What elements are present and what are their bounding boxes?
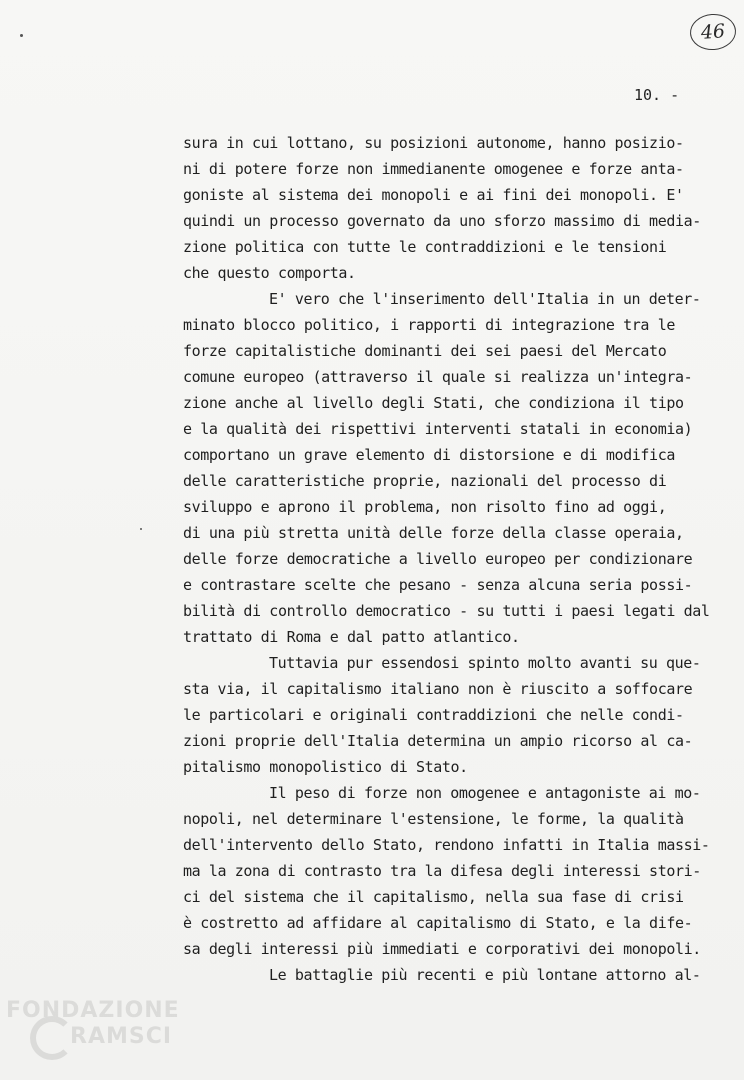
- text-line: delle caratteristiche proprie, nazionali del processo di: [183, 472, 667, 490]
- text-line: che questo comporta.: [183, 264, 356, 282]
- page-number: 10. -: [634, 86, 680, 104]
- text-line: minato blocco politico, i rapporti di integrazione tra le: [183, 316, 675, 334]
- paper-speck: [140, 528, 142, 530]
- text-line: goniste al sistema dei monopoli e ai fini dei monopoli. E': [183, 186, 684, 204]
- text-line: e contrastare scelte che pesano - senza alcuna seria possi-: [183, 576, 693, 594]
- text-line: quindi un processo governato da uno sforzo massimo di media-: [183, 212, 701, 230]
- paper-speck: [20, 34, 23, 37]
- text-line: sura in cui lottano, su posizioni autonome, hanno posizio-: [183, 134, 684, 152]
- watermark-line1: FONDAZIONE: [6, 998, 180, 1023]
- text-line: forze capitalistiche dominanti dei sei paesi del Mercato: [183, 342, 667, 360]
- text-line: zione anche al livello degli Stati, che condiziona il tipo: [183, 394, 684, 412]
- text-line: comune europeo (attraverso il quale si realizza un'integra-: [183, 368, 693, 386]
- text-line: nopoli, nel determinare l'estensione, le forme, la qualità: [183, 810, 684, 828]
- text-line: ci del sistema che il capitalismo, nella sua fase di crisi: [183, 888, 684, 906]
- text-line: le particolari e originali contraddizioni che nelle condi-: [183, 706, 684, 724]
- text-line: sviluppo e aprono il problema, non risolto fino ad oggi,: [183, 498, 667, 516]
- text-line: zione politica con tutte le contraddizioni e le tensioni: [183, 238, 667, 256]
- text-line: zioni proprie dell'Italia determina un ampio ricorso al ca-: [183, 732, 693, 750]
- text-line: Le battaglie più recenti e più lontane attorno al-: [269, 966, 701, 984]
- text-line: Tuttavia pur essendosi spinto molto avanti su que-: [269, 654, 701, 672]
- text-line: bilità di controllo democratico - su tutti i paesi legati dal: [183, 602, 710, 620]
- text-line: e la qualità dei rispettivi interventi statali in economia): [183, 420, 693, 438]
- text-line: sa degli interessi più immediati e corporativi dei monopoli.: [183, 940, 701, 958]
- text-line: sta via, il capitalismo italiano non è riuscito a soffocare: [183, 680, 693, 698]
- text-line: Il peso di forze non omogenee e antagoniste ai mo-: [269, 784, 701, 802]
- watermark-line2: RAMSCI: [70, 1024, 173, 1049]
- text-line: ma la zona di contrasto tra la difesa degli interessi stori-: [183, 862, 701, 880]
- text-line: dell'intervento dello Stato, rendono infatti in Italia massi-: [183, 836, 710, 854]
- text-line: è costretto ad affidare al capitalismo di Stato, e la dife-: [183, 914, 693, 932]
- text-line: trattato di Roma e dal patto atlantico.: [183, 628, 520, 646]
- handwritten-folio-number: 46: [700, 19, 726, 44]
- text-line: di una più stretta unità delle forze della classe operaia,: [183, 524, 684, 542]
- text-line: E' vero che l'inserimento dell'Italia in un deter-: [269, 290, 701, 308]
- text-line: comportano un grave elemento di distorsione e di modifica: [183, 446, 675, 464]
- text-line: delle forze democratiche a livello europeo per condizionare: [183, 550, 693, 568]
- fondazione-gramsci-watermark: [4, 996, 184, 1076]
- text-line: ni di potere forze non immedianente omogenee e forze anta-: [183, 160, 684, 178]
- text-line: pitalismo monopolistico di Stato.: [183, 758, 468, 776]
